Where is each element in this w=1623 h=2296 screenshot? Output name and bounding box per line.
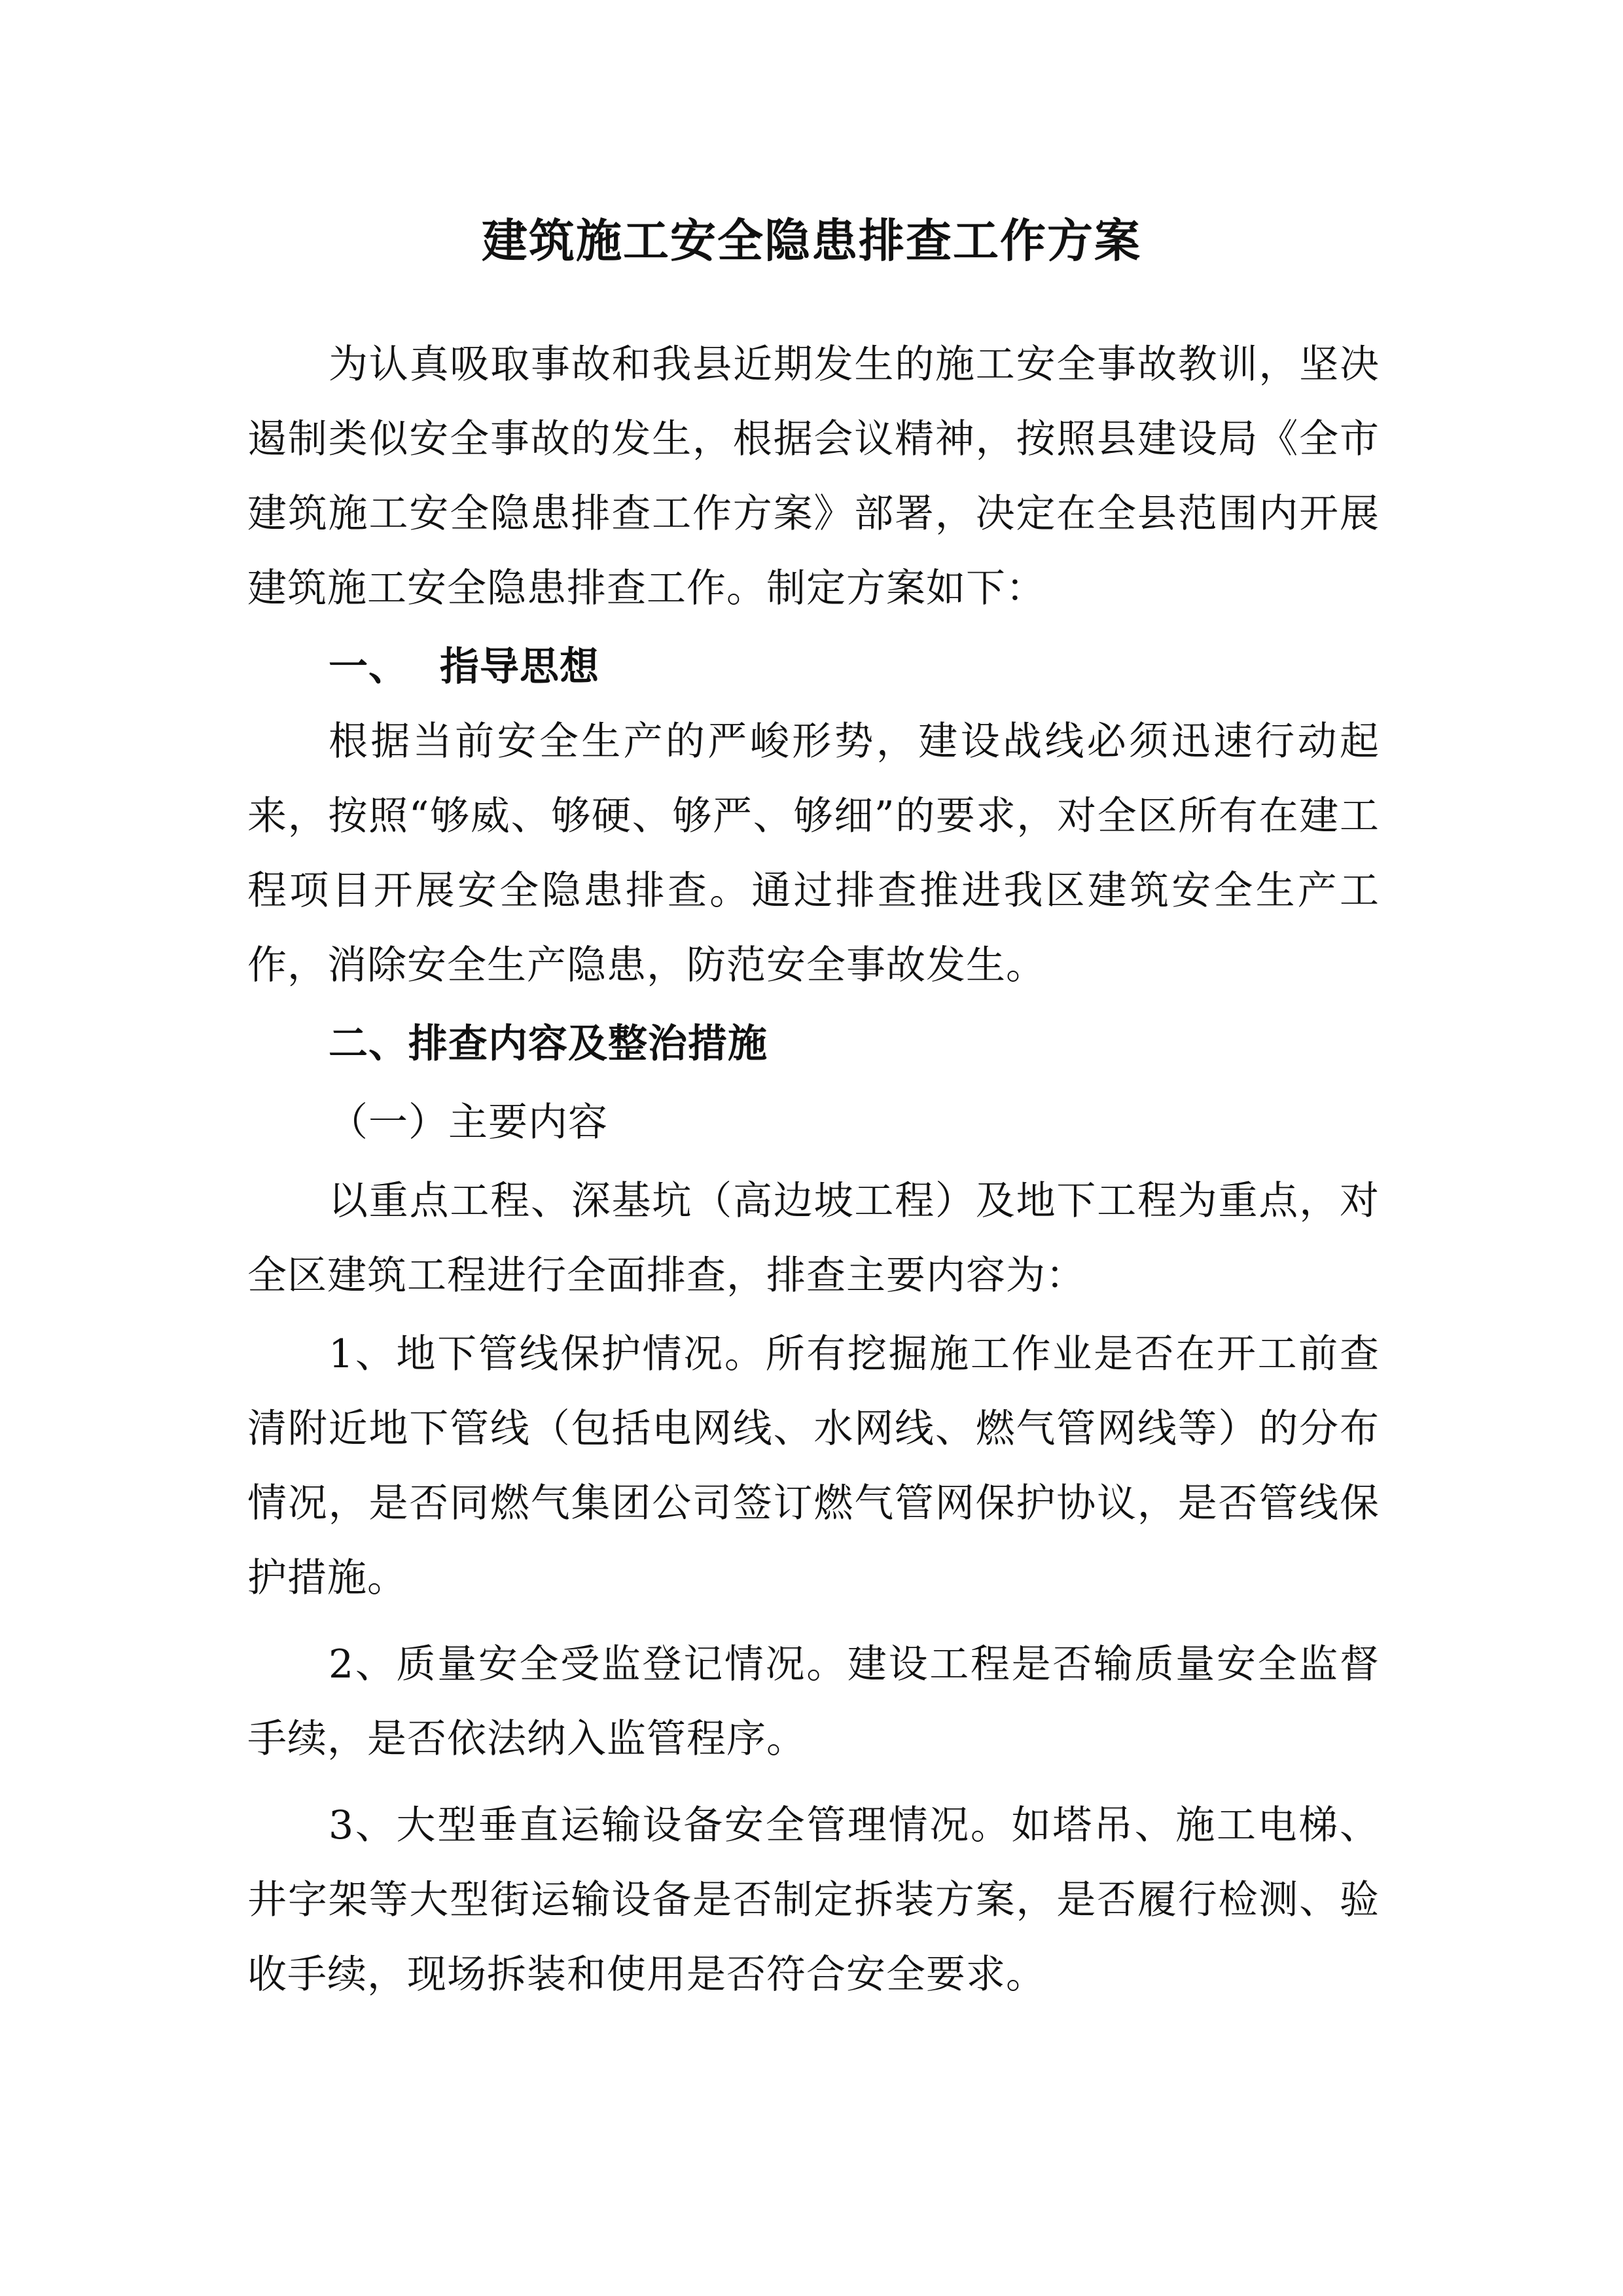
document-title: 建筑施工安全隐患排查工作方案 [482, 214, 1141, 268]
main-content-intro-paragraph: 以重点工程、深基坑（高边坡工程）及地下工程为重点，对全区建筑工程进行全面排查，排查主要内容为： [247, 1178, 1380, 1299]
section-heading-inspection-content: 二、排查内容及整治措施 [329, 1021, 768, 1067]
list-item: 1、地下管线保护情况。所有挖掘施工作业是否在开工前查清附近地下管线（包括电网线、水网线、燃气管网线等）的分布情况，是否同燃气集团公司签订燃气管网保护协议，是否管线保护措施。 [247, 1331, 1380, 1601]
intro-paragraph: 为认真吸取事故和我县近期发生的施工安全事故教训，坚决遏制类似安全事故的发生，根据会议精神，按照县建设局《全市建筑施工安全隐患排查工作方案》部署，决定在全县范围内开展建筑施工安全隐患排查工作。制定方案如下： [247, 342, 1380, 611]
subsection-heading-main-content: （一）主要内容 [329, 1100, 608, 1145]
guiding-ideology-paragraph: 根据当前安全生产的严峻形势，建设战线必须迅速行动起来，按照“够威、够硬、够严、够细”的要求，对全区所有在建工程项目开展安全隐患排查。通过排查推进我区建筑安全生产工作，消除安全生产隐患，防范安全事故发生。 [247, 719, 1380, 988]
section-heading-guiding-ideology [247, 630, 1380, 704]
section-title: 指导思想 [440, 644, 599, 690]
section-number: 一、 [329, 644, 408, 690]
list-item: 2、质量安全受监登记情况。建设工程是否输质量安全监督手续，是否依法纳入监管程序。 [247, 1641, 1380, 1762]
document-body [247, 327, 1380, 2012]
list-item: 3、大型垂直运输设备安全管理情况。如塔吊、施工电梯、井字架等大型街运输设备是否制定拆装方案，是否履行检测、验收手续，现场拆装和使用是否符合安全要求。 [247, 1803, 1380, 1998]
